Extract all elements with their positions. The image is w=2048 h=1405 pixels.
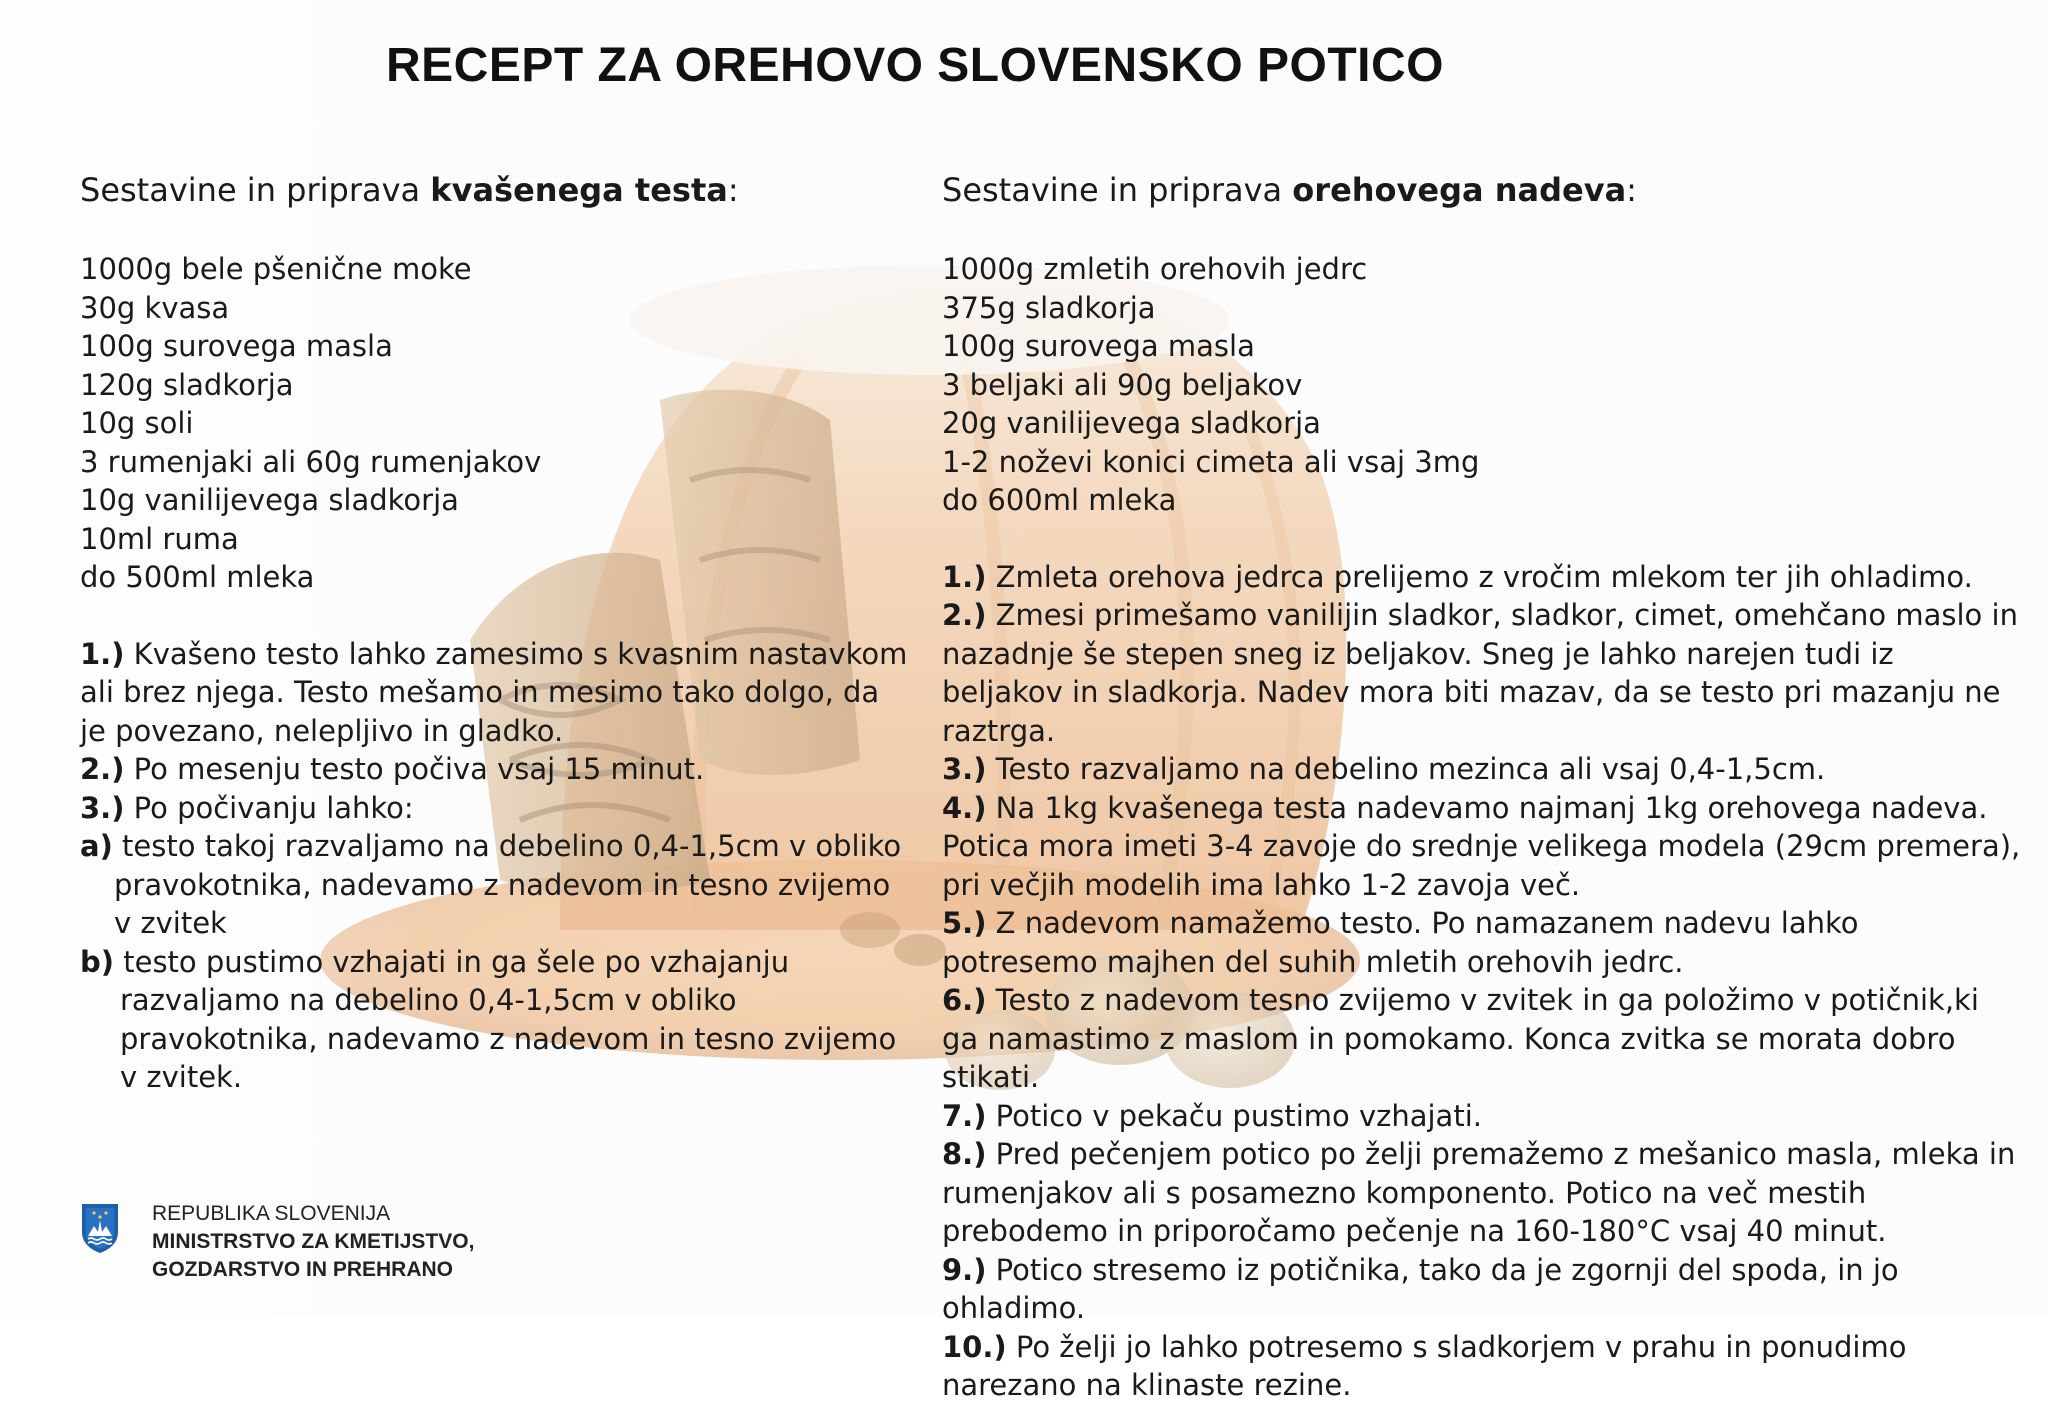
list-item: 30g kvasa [80, 290, 230, 325]
dough-step-2: 2.) Po mesenju testo počiva vsaj 15 minut. [80, 752, 705, 786]
filling-step-10: 10.) Po želji jo lahko potresemo s sladkorjem v prahu in ponudimo narezano na klinaste rezine. [942, 1329, 1907, 1402]
list-item: do 500ml mleka [80, 560, 315, 594]
filling-steps [942, 558, 2022, 1405]
list-item: 1000g zmletih orehovih jedrc [942, 252, 1368, 286]
dough-column [80, 168, 910, 1097]
list-item: 120g sladkorja [80, 367, 294, 402]
slovenia-coat-of-arms-icon [80, 1202, 120, 1254]
dough-steps [80, 635, 910, 1097]
ministry-line-2: MINISTRSTVO ZA KMETIJSTVO, [152, 1230, 475, 1253]
list-item: 100g surovega masla [80, 329, 393, 363]
filling-heading-bold: orehovega nadeva [1292, 171, 1627, 209]
filling-heading-plain: Sestavine in priprava [942, 171, 1293, 209]
list-item: 10ml ruma [80, 521, 239, 556]
filling-step-1: 1.) Zmleta orehova jedrca prelijemo z vročim mlekom ter jih ohladimo. [942, 559, 1973, 594]
page-title: RECEPT ZA OREHOVO SLOVENSKO POTICO [386, 39, 1444, 92]
filling-step-5: 5.) Z nadevom namažemo testo. Po namazanem nadevu lahko potresemo majhen del suhih mletih orehovih jedrc. [942, 906, 1859, 979]
filling-heading [942, 168, 2022, 212]
list-item: 20g vanilijevega sladkorja [942, 406, 1321, 440]
list-item: 1-2 noževi konici cimeta ali vsaj 3mg [942, 444, 1480, 479]
list-item: do 600ml mleka [942, 483, 1177, 517]
list-item: 1000g bele pšenične moke [80, 252, 472, 286]
list-item: 100g surovega masla [942, 329, 1255, 363]
ministry-name [152, 1200, 474, 1284]
dough-heading-bold: kvašenega testa [430, 171, 728, 209]
filling-step-7: 7.) Potico v pekaču pustimo vzhajati. [942, 1098, 1482, 1133]
list-item: 375g sladkorja [942, 290, 1156, 325]
filling-step-4: 4.) Na 1kg kvašenega testa nadevamo najmanj 1kg orehovega nadeva. Potica mora imeti 3-4 zavoje do srednje velikega modela (29cm premera), pri večjih modelih ima lahko 1-2 zavoja več. [942, 790, 2021, 902]
list-item: 10g vanilijevega sladkorja [80, 483, 459, 517]
filling-step-3: 3.) Testo razvaljamo na debelino mezinca ali vsaj 0,4-1,5cm. [942, 752, 1826, 786]
filling-step-2: 2.) Zmesi primešamo vanilijin sladkor, sladkor, cimet, omehčano maslo in nazadnje še stepen sneg iz beljakov. Sneg je lahko narejen tudi iz beljakov in sladkorja. Nadev mora biti mazav, da se testo pri mazanju ne raztrga. [942, 598, 2018, 748]
list-item: 3 beljaki ali 90g beljakov [942, 367, 1303, 402]
dough-heading [80, 168, 910, 212]
filling-step-9: 9.) Potico stresemo iz potičnika, tako da je zgornji del spoda, in jo ohladimo. [942, 1252, 1899, 1325]
dough-heading-colon: : [727, 171, 739, 209]
ministry-line-3: GOZDARSTVO IN PREHRANO [152, 1258, 454, 1281]
ministry-line-1: REPUBLIKA SLOVENIJA [152, 1202, 391, 1225]
filling-step-8: 8.) Pred pečenjem potico po želji premažemo z mešanico masla, mleka in rumenjakov ali s posamezno komponento. Potico na več mestih prebodemo in priporočamo pečenje na 160-180°C vsaj 40 minut. [942, 1137, 2016, 1248]
dough-ingredients-list [80, 250, 910, 597]
ministry-logo [80, 1200, 474, 1284]
filling-column [942, 168, 2022, 1405]
dough-step-3b: b) testo pustimo vzhajati in ga šele po vzhajanju razvaljamo na debelino 0,4-1,5cm v obliko pravokotnika, nadevamo z nadevom in tesno zvijemo v zvitek. [80, 944, 897, 1094]
dough-step-3: 3.) Po počivanju lahko: [80, 790, 414, 825]
list-item: 3 rumenjaki ali 60g rumenjakov [80, 444, 542, 479]
dough-step-3a: a) testo takoj razvaljamo na debelino 0,4-1,5cm v obliko pravokotnika, nadevamo z nadevom in tesno zvijemo v zvitek [80, 829, 902, 940]
filling-heading-colon: : [1626, 171, 1637, 209]
filling-ingredients-list [942, 250, 2022, 520]
list-item: 10g soli [80, 406, 194, 440]
dough-step-1: 1.) Kvašeno testo lahko zamesimo s kvasnim nastavkom ali brez njega. Testo mešamo in mesimo tako dolgo, da je povezano, neleplјivo in gladko. [80, 636, 908, 748]
dough-heading-plain: Sestavine in priprava [80, 171, 431, 209]
filling-step-6: 6.) Testo z nadevom tesno zvijemo v zvitek in ga položimo v potičnik,ki ga namastimo z maslom in pomokamo. Konca zvitka se morata dobro stikati. [942, 983, 1979, 1094]
